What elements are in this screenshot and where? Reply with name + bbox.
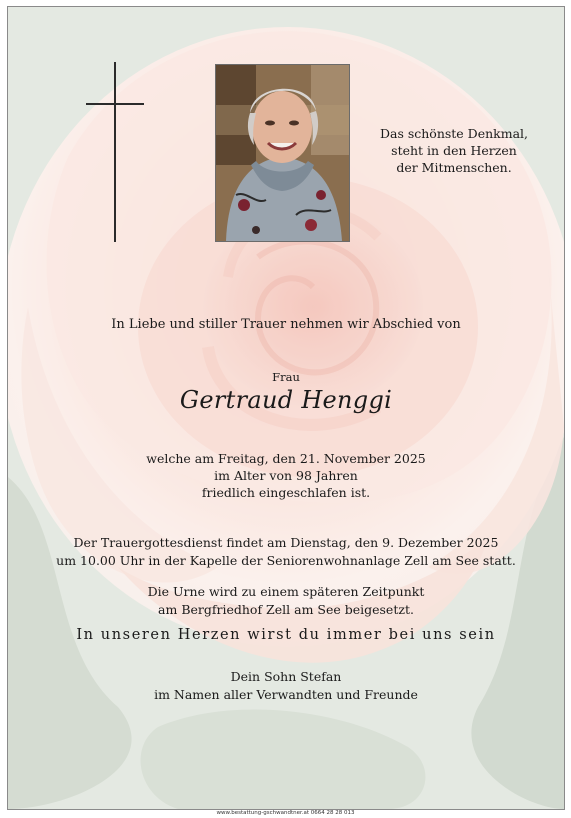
quote-line: Das schönste Denkmal, xyxy=(379,126,529,141)
details-line: welche am Freitag, den 21. November 2025 xyxy=(146,451,426,466)
parte-card xyxy=(7,6,565,810)
deceased-name: Gertraud Henggi xyxy=(179,386,393,414)
cross-horizontal xyxy=(86,103,144,105)
details-line: friedlich eingeschlafen ist. xyxy=(201,485,371,500)
signature-line: Dein Sohn Stefan xyxy=(230,669,342,684)
signature xyxy=(8,668,564,703)
service-line: Der Trauergottesdienst findet am Dienstag, den 9. Dezember 2025 xyxy=(73,535,499,550)
intro-text: In Liebe und stiller Trauer nehmen wir Abschied von xyxy=(111,317,461,332)
urn-line: Die Urne wird zu einem späteren Zeitpunkt xyxy=(147,584,425,599)
service-line: um 10.00 Uhr in der Kapelle der Seniorenwohnanlage Zell am See statt. xyxy=(56,552,516,568)
quote-line: steht in den Herzen xyxy=(391,143,517,158)
memorial-motto: In unseren Herzen wirst du immer bei uns sein xyxy=(76,627,496,643)
signature-line: im Namen aller Verwandten und Freunde xyxy=(154,686,418,702)
portrait-photo xyxy=(215,64,350,242)
service-info xyxy=(8,534,564,569)
details-line: im Alter von 98 Jahren xyxy=(214,468,358,483)
quote-line: der Mitmenschen. xyxy=(396,160,512,175)
title-prefix: Frau xyxy=(272,370,300,384)
cross-vertical xyxy=(114,62,116,242)
memorial-quote xyxy=(368,125,540,176)
urn-info xyxy=(8,583,564,618)
footer-contact: www.bestattung-gschwandtner.at 0664 28 28 013 xyxy=(216,810,355,816)
death-details xyxy=(8,450,564,501)
urn-line: am Bergfriedhof Zell am See beigesetzt. xyxy=(158,601,414,617)
